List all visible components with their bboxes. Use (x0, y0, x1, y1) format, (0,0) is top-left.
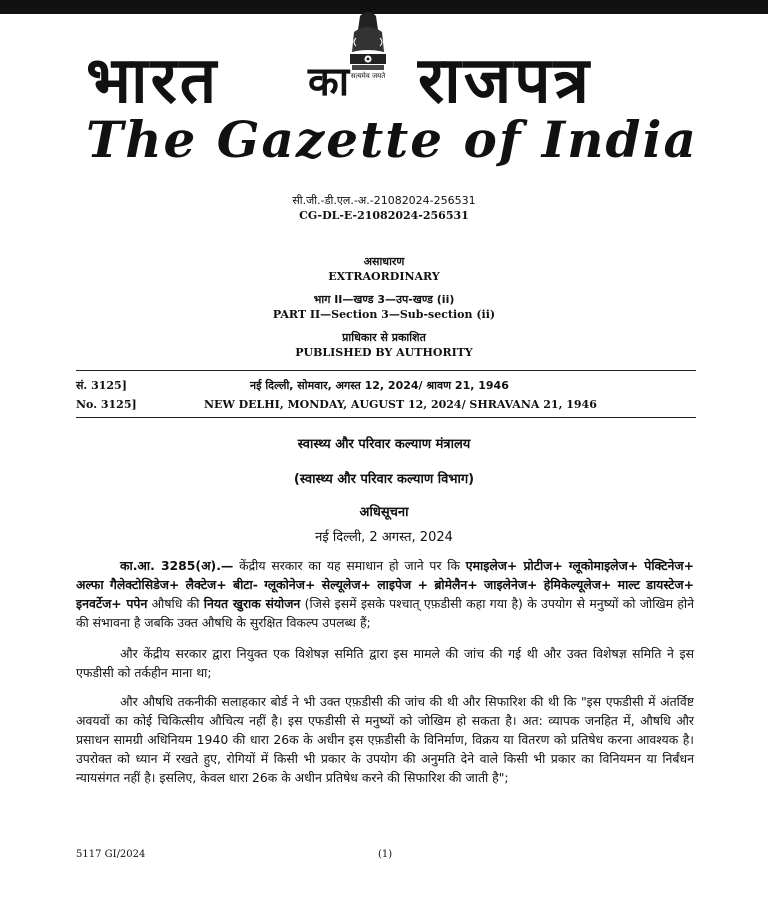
published-by-authority-english: PUBLISHED BY AUTHORITY (295, 346, 473, 359)
gazette-code-english: CG-DL-E-21082024-256531 (299, 209, 469, 222)
ministry-heading: स्वास्थ्य और परिवार कल्याण मंत्रालय (297, 437, 471, 452)
emblem-motto: सत्यमेव जयते (350, 72, 386, 80)
notification-ref: का.आ. 3285(अ).— (120, 558, 234, 573)
issue-number-english: No. 3125] (76, 398, 137, 411)
issue-date-hindi: नई दिल्ली, सोमवार, अगस्त 12, 2024/ श्रावण 21, 1946 (250, 379, 509, 392)
published-by-authority-hindi: प्राधिकार से प्रकाशित (342, 331, 426, 344)
english-masthead: The Gazette of India (86, 110, 698, 169)
extraordinary-english: EXTRAORDINARY (328, 270, 440, 283)
issue-number-hindi: सं. 3125] (76, 379, 127, 392)
part-section-english: PART II—Section 3—Sub-section (ii) (272, 308, 496, 321)
notification-heading: अधिसूचना (359, 505, 409, 520)
masthead-rajpatra: राजपत्र (418, 44, 592, 118)
department-heading: (स्वास्थ्य और परिवार कल्याण विभाग) (293, 472, 475, 487)
paragraph-2: और केंद्रीय सरकार द्वारा नियुक्त एक विशेषज्ञ समिति द्वारा इस मामले की जांच की गई थी और उक्त विशेषज्ञ समिति ने इस एफडीसी को तर्कहीन माना था; (76, 646, 694, 680)
fixed-dose-combination: नियत खुराक संयोजन (203, 596, 301, 611)
extraordinary-hindi: असाधारण (363, 255, 405, 268)
divider-top (76, 370, 696, 371)
page-number: (1) (378, 849, 393, 860)
paragraph-1: का.आ. 3285(अ).— केंद्रीय सरकार का यह समाधान हो जाने पर कि एमाइलेज+ प्रोटीज+ ग्लूकोमाइलेज+ पेक्टिनेज+ अल्फा गैलेक्टोसिडेज+ लैक्टेज+ बीटा- ग्लूकोनेज+ सेल्यूलेज+ लाइपेज + ब्रोमेलैन+ जाइलेनेज+ हेमिकेल्यूलेज+ माल्ट डायस्टेज+ इनवर्टेज+ पपेन औषधि की नियत खुराक संयोजन (जिसे इसमें इसके पश्चात् एफ़डीसी कहा गया है) के उपयोग से मनुष्यों को जोखिम होने की संभावना है जबकि उक्त औषधि के सुरक्षित विकल्प उपलब्ध हैं; (76, 558, 694, 630)
issue-date-english: NEW DELHI, MONDAY, AUGUST 12, 2024/ SHRAVANA 21, 1946 (204, 398, 597, 411)
drug-combination: एमाइलेज+ प्रोटीज+ ग्लूकोमाइलेज+ पेक्टिनेज+ अल्फा गैलेक्टोसिडेज+ लैक्टेज+ बीटा- ग्लूकोनेज+ सेल्यूलेज+ लाइपेज + ब्रोमेलैन+ जाइलेनेज+ हेमिकेल्यूलेज+ माल्ट डायस्टेज+ इनवर्टेज+ पपेन (76, 558, 694, 611)
masthead-bharat: भारत (86, 44, 220, 118)
divider-bottom (76, 417, 696, 418)
part-section-hindi: भाग II—खण्ड 3—उप-खण्ड (ii) (313, 293, 455, 306)
paragraph-3: और औषधि तकनीकी सलाहकार बोर्ड ने भी उक्त एफ़डीसी की जांच की थी और सिफारिश की थी कि "इस एफडीसी में अंतर्विष्ट अवयवों का कोई चिकित्सीय औचित्य नहीं है। इस एफडीसी से मनुष्यों को जोखिम हो सकता है। अत: व्यापक जनहित में, औषधि और प्रसाधन सामग्री अधिनियम 1940 की धारा 26क के अधीन इस एफ़डीसी के विनिर्माण, विक्रय या वितरण को प्रतिषेध करना आवश्यक है। उपरोक्त को ध्यान में रखते हुए, रोगियों में किसी भी प्रकार के उपयोग की अनुमति देने वाले किसी भी प्रकार का विनियमन या निर्बंधन न्यायसंगत नहीं है। इसलिए, केवल धारा 26क के अधीन प्रतिषेध करने की सिफारिश की जाती है"; (76, 694, 694, 785)
footer-code: 5117 GI/2024 (76, 849, 146, 860)
gazette-code-hindi: सी.जी.-डी.एल.-अ.-21082024-256531 (292, 194, 476, 207)
place-date: नई दिल्ली, 2 अगस्त, 2024 (315, 530, 453, 545)
masthead-ka: का (308, 59, 353, 105)
